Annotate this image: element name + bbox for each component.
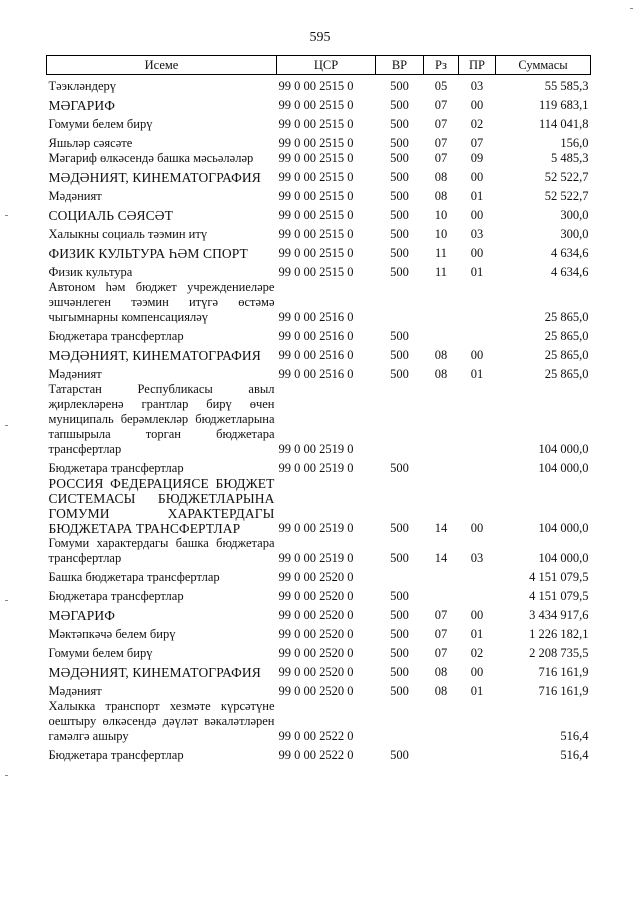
table-row: [47, 280, 591, 325]
row-sum: 1 226 182,1: [529, 627, 589, 641]
row-rz: 08: [434, 348, 448, 362]
row-name: МӘДӘНИЯТ, КИНЕМАТОГРАФИЯ: [48, 348, 261, 363]
row-csr: 99 0 00 2519 0: [278, 521, 354, 535]
row-name: Мәктәпкәчә белем бирү: [48, 627, 176, 641]
row-sum: 104 000,0: [538, 461, 589, 475]
row-rz: 07: [434, 627, 448, 641]
row-vr: 500: [390, 170, 409, 184]
row-name: Мәдәният: [48, 684, 102, 698]
row-rz: 08: [434, 367, 448, 381]
row-pr: [459, 280, 496, 325]
row-rz: 10: [434, 208, 448, 222]
row-name: Бюджетара трансфертлар: [48, 461, 184, 475]
table-row: [47, 94, 591, 113]
table-row: [47, 166, 591, 185]
row-rz: [424, 566, 459, 585]
row-sum: 4 151 079,5: [529, 570, 589, 584]
row-pr: [459, 744, 496, 763]
row-rz: 08: [434, 170, 448, 184]
table-row: [47, 457, 591, 476]
row-vr: 500: [390, 348, 409, 362]
row-name: Бюджетара трансфертлар: [48, 329, 184, 343]
row-name: МӘДӘНИЯТ, КИНЕМАТОГРАФИЯ: [48, 170, 261, 185]
row-pr: 07: [470, 136, 484, 150]
row-rz: 05: [434, 79, 448, 93]
row-name: МӘГАРИФ: [48, 98, 115, 113]
row-name: Халыкны социаль тәэмин итү: [48, 227, 208, 241]
row-rz: 11: [434, 246, 448, 260]
row-sum: 300,0: [560, 208, 589, 222]
row-vr: 500: [390, 329, 409, 343]
row-sum: 5 485,3: [551, 151, 589, 165]
row-pr: 03: [470, 79, 484, 93]
row-name: Автоном һәм бюджет учреждениеләре эшчәнлеген тәэмин итүгә өстәмә чыгымнарны компенсацияләү: [48, 280, 275, 324]
row-vr: 500: [390, 646, 409, 660]
row-csr: 99 0 00 2520 0: [278, 646, 354, 660]
row-name: Башка бюджетара трансфертлар: [48, 570, 220, 584]
row-sum: 104 000,0: [538, 551, 589, 565]
table-row: [47, 363, 591, 382]
row-sum: 119 683,1: [538, 98, 589, 112]
row-csr: 99 0 00 2516 0: [278, 329, 354, 343]
column-header-name: Исеме: [47, 56, 277, 75]
row-name: Мәдәният: [48, 189, 102, 203]
row-sum: 25 865,0: [544, 367, 589, 381]
row-vr: 500: [390, 79, 409, 93]
row-vr: 500: [390, 665, 409, 679]
row-pr: 00: [470, 521, 484, 535]
row-rz: 08: [434, 189, 448, 203]
row-name: Физик культура: [48, 265, 133, 279]
page-number: 595: [309, 30, 331, 45]
row-vr: [376, 280, 424, 325]
row-sum: 25 865,0: [544, 310, 589, 324]
row-pr: 01: [470, 684, 484, 698]
row-rz: 07: [434, 136, 448, 150]
row-rz: 10: [434, 227, 448, 241]
row-rz: 07: [434, 646, 448, 660]
row-vr: 500: [390, 608, 409, 622]
row-vr: 500: [390, 367, 409, 381]
table-row: [47, 344, 591, 363]
row-sum: 300,0: [560, 227, 589, 241]
row-name: Бюджетара трансфертлар: [48, 589, 184, 603]
row-name: Бюджетара трансфертлар: [48, 748, 184, 762]
row-rz: 07: [434, 151, 448, 165]
row-csr: 99 0 00 2515 0: [278, 98, 354, 112]
scan-speck: [5, 600, 8, 601]
row-csr: 99 0 00 2515 0: [278, 265, 354, 279]
row-pr: [459, 382, 496, 457]
row-pr: 00: [470, 98, 484, 112]
row-csr: 99 0 00 2520 0: [278, 665, 354, 679]
row-csr: 99 0 00 2519 0: [278, 461, 354, 475]
table-row: [47, 642, 591, 661]
table-row: [47, 242, 591, 261]
row-vr: 500: [390, 265, 409, 279]
row-sum: 55 585,3: [544, 79, 589, 93]
row-sum: 3 434 917,6: [529, 608, 589, 622]
row-rz: [424, 744, 459, 763]
row-rz: [424, 280, 459, 325]
row-vr: 500: [390, 748, 409, 762]
row-name: Гомуми белем бирү: [48, 117, 153, 131]
table-row: [47, 744, 591, 763]
table-row: [47, 661, 591, 680]
row-csr: 99 0 00 2515 0: [278, 136, 354, 150]
row-sum: 52 522,7: [544, 189, 589, 203]
row-csr: 99 0 00 2520 0: [278, 627, 354, 641]
table-row: [47, 623, 591, 642]
row-rz: 14: [434, 521, 448, 535]
table-row: [47, 223, 591, 242]
row-csr: 99 0 00 2515 0: [278, 151, 354, 165]
row-sum: 104 000,0: [538, 521, 589, 535]
row-pr: 00: [470, 665, 484, 679]
table-row: [47, 151, 591, 166]
row-vr: 500: [390, 227, 409, 241]
column-header-rz: Рз: [424, 56, 459, 75]
table-row: [47, 680, 591, 699]
row-name: СОЦИАЛЬ СӘЯСӘТ: [48, 208, 173, 223]
row-vr: 500: [390, 208, 409, 222]
row-name: ФИЗИК КУЛЬТУРА ҺӘМ СПОРТ: [48, 246, 248, 261]
table-row: [47, 699, 591, 744]
row-csr: 99 0 00 2515 0: [278, 79, 354, 93]
row-sum: 4 634,6: [551, 265, 589, 279]
row-rz: 11: [434, 265, 448, 279]
row-vr: 500: [390, 589, 409, 603]
row-vr: 500: [390, 684, 409, 698]
row-name: МӘДӘНИЯТ, КИНЕМАТОГРАФИЯ: [48, 665, 261, 680]
scan-speck: [630, 8, 633, 9]
row-pr: 01: [470, 265, 484, 279]
row-name: Халыкка транспорт хезмәте күрсәтүне оештыру өлкәсендә дәүләт вәкаләтләрен гамәлгә ашыру: [48, 699, 275, 743]
row-vr: 500: [390, 136, 409, 150]
row-sum: 52 522,7: [544, 170, 589, 184]
row-pr: 01: [470, 367, 484, 381]
row-rz: [424, 382, 459, 457]
table-row: [47, 204, 591, 223]
row-name: Татарстан Республикасы авыл җирлекләренә грантлар бирү өчен муниципаль берәмлекләр бюджетларына тапшырыла торган бюджетара трансфертлар: [48, 382, 275, 456]
column-header-csr: ЦСР: [277, 56, 376, 75]
row-csr: 99 0 00 2520 0: [278, 589, 354, 603]
row-rz: 08: [434, 665, 448, 679]
row-sum: 2 208 735,5: [529, 646, 589, 660]
row-csr: 99 0 00 2520 0: [278, 608, 354, 622]
row-name: Мәдәният: [48, 367, 102, 381]
table-row: [47, 75, 591, 95]
row-sum: 4 634,6: [551, 246, 589, 260]
column-header-sum: Суммасы: [496, 56, 591, 75]
row-pr: 01: [470, 627, 484, 641]
table-row: [47, 604, 591, 623]
row-csr: 99 0 00 2515 0: [278, 170, 354, 184]
row-name: Яшьләр сәясәте: [48, 136, 133, 150]
table-row: [47, 585, 591, 604]
row-rz: 07: [434, 608, 448, 622]
table-row: [47, 185, 591, 204]
scan-speck: [5, 215, 8, 216]
table-row: [47, 476, 591, 536]
row-name: Гомуми белем бирү: [48, 646, 153, 660]
row-sum: 4 151 079,5: [529, 589, 589, 603]
row-csr: 99 0 00 2516 0: [278, 310, 354, 324]
row-sum: 25 865,0: [544, 348, 589, 362]
row-rz: [424, 585, 459, 604]
row-vr: 500: [390, 151, 409, 165]
column-header-vr: ВР: [376, 56, 424, 75]
row-name: Мәгариф өлкәсендә башка мәсьәләләр: [48, 151, 254, 165]
row-name: РОССИЯ ФЕДЕРАЦИЯСЕ БЮДЖЕТ СИСТЕМАСЫ БЮДЖЕТЛАРЫНА ГОМУМИ ХАРАКТЕРДАГЫ БЮДЖЕТАРА ТРАНСФЕРТЛАР: [48, 476, 275, 536]
row-vr: [376, 699, 424, 744]
table-row: [47, 261, 591, 280]
row-pr: 01: [470, 189, 484, 203]
row-sum: 104 000,0: [538, 442, 589, 456]
row-vr: [376, 566, 424, 585]
row-rz: 07: [434, 117, 448, 131]
scan-speck: [5, 775, 8, 776]
row-vr: 500: [390, 189, 409, 203]
row-rz: 07: [434, 98, 448, 112]
column-header-pr: ПР: [459, 56, 496, 75]
table-row: [47, 566, 591, 585]
row-csr: 99 0 00 2519 0: [278, 442, 354, 456]
row-sum: 516,4: [560, 729, 589, 743]
row-sum: 716 161,9: [538, 665, 589, 679]
row-vr: 500: [390, 627, 409, 641]
row-pr: 03: [470, 227, 484, 241]
row-csr: 99 0 00 2522 0: [278, 729, 354, 743]
row-name: МӘГАРИФ: [48, 608, 115, 623]
row-pr: 02: [470, 646, 484, 660]
row-pr: 00: [470, 246, 484, 260]
row-sum: 716 161,9: [538, 684, 589, 698]
row-rz: [424, 325, 459, 344]
row-rz: [424, 699, 459, 744]
row-csr: 99 0 00 2515 0: [278, 117, 354, 131]
row-vr: 500: [390, 551, 409, 565]
table-row: [47, 132, 591, 151]
row-rz: [424, 457, 459, 476]
budget-table: [46, 55, 591, 763]
row-name: Гомуми характердагы башка бюджетара трансфертлар: [48, 536, 275, 565]
row-pr: 02: [470, 117, 484, 131]
row-csr: 99 0 00 2520 0: [278, 684, 354, 698]
scan-speck: [5, 425, 8, 426]
row-pr: 00: [470, 208, 484, 222]
row-sum: 25 865,0: [544, 329, 589, 343]
row-csr: 99 0 00 2519 0: [278, 551, 354, 565]
row-csr: 99 0 00 2522 0: [278, 748, 354, 762]
row-pr: 00: [470, 348, 484, 362]
row-csr: 99 0 00 2516 0: [278, 367, 354, 381]
table-header-row: [47, 56, 591, 75]
row-sum: 114 041,8: [538, 117, 589, 131]
row-csr: 99 0 00 2515 0: [278, 246, 354, 260]
table-row: [47, 536, 591, 566]
row-vr: 500: [390, 98, 409, 112]
table-row: [47, 113, 591, 132]
row-pr: [459, 457, 496, 476]
row-pr: [459, 585, 496, 604]
row-pr: [459, 566, 496, 585]
row-vr: [376, 382, 424, 457]
row-vr: 500: [390, 117, 409, 131]
row-pr: [459, 325, 496, 344]
row-rz: 08: [434, 684, 448, 698]
row-csr: 99 0 00 2515 0: [278, 208, 354, 222]
table-row: [47, 325, 591, 344]
row-vr: 500: [390, 461, 409, 475]
row-sum: 156,0: [560, 136, 589, 150]
row-pr: [459, 699, 496, 744]
row-sum: 516,4: [560, 748, 589, 762]
table-row: [47, 382, 591, 457]
row-pr: 00: [470, 608, 484, 622]
row-pr: 09: [470, 151, 484, 165]
row-vr: 500: [390, 246, 409, 260]
row-name: Тәэкләндерү: [48, 79, 117, 93]
row-csr: 99 0 00 2515 0: [278, 189, 354, 203]
row-csr: 99 0 00 2515 0: [278, 227, 354, 241]
row-pr: 03: [470, 551, 484, 565]
row-csr: 99 0 00 2516 0: [278, 348, 354, 362]
row-csr: 99 0 00 2520 0: [278, 570, 354, 584]
row-rz: 14: [434, 551, 448, 565]
row-pr: 00: [470, 170, 484, 184]
row-vr: 500: [390, 521, 409, 535]
